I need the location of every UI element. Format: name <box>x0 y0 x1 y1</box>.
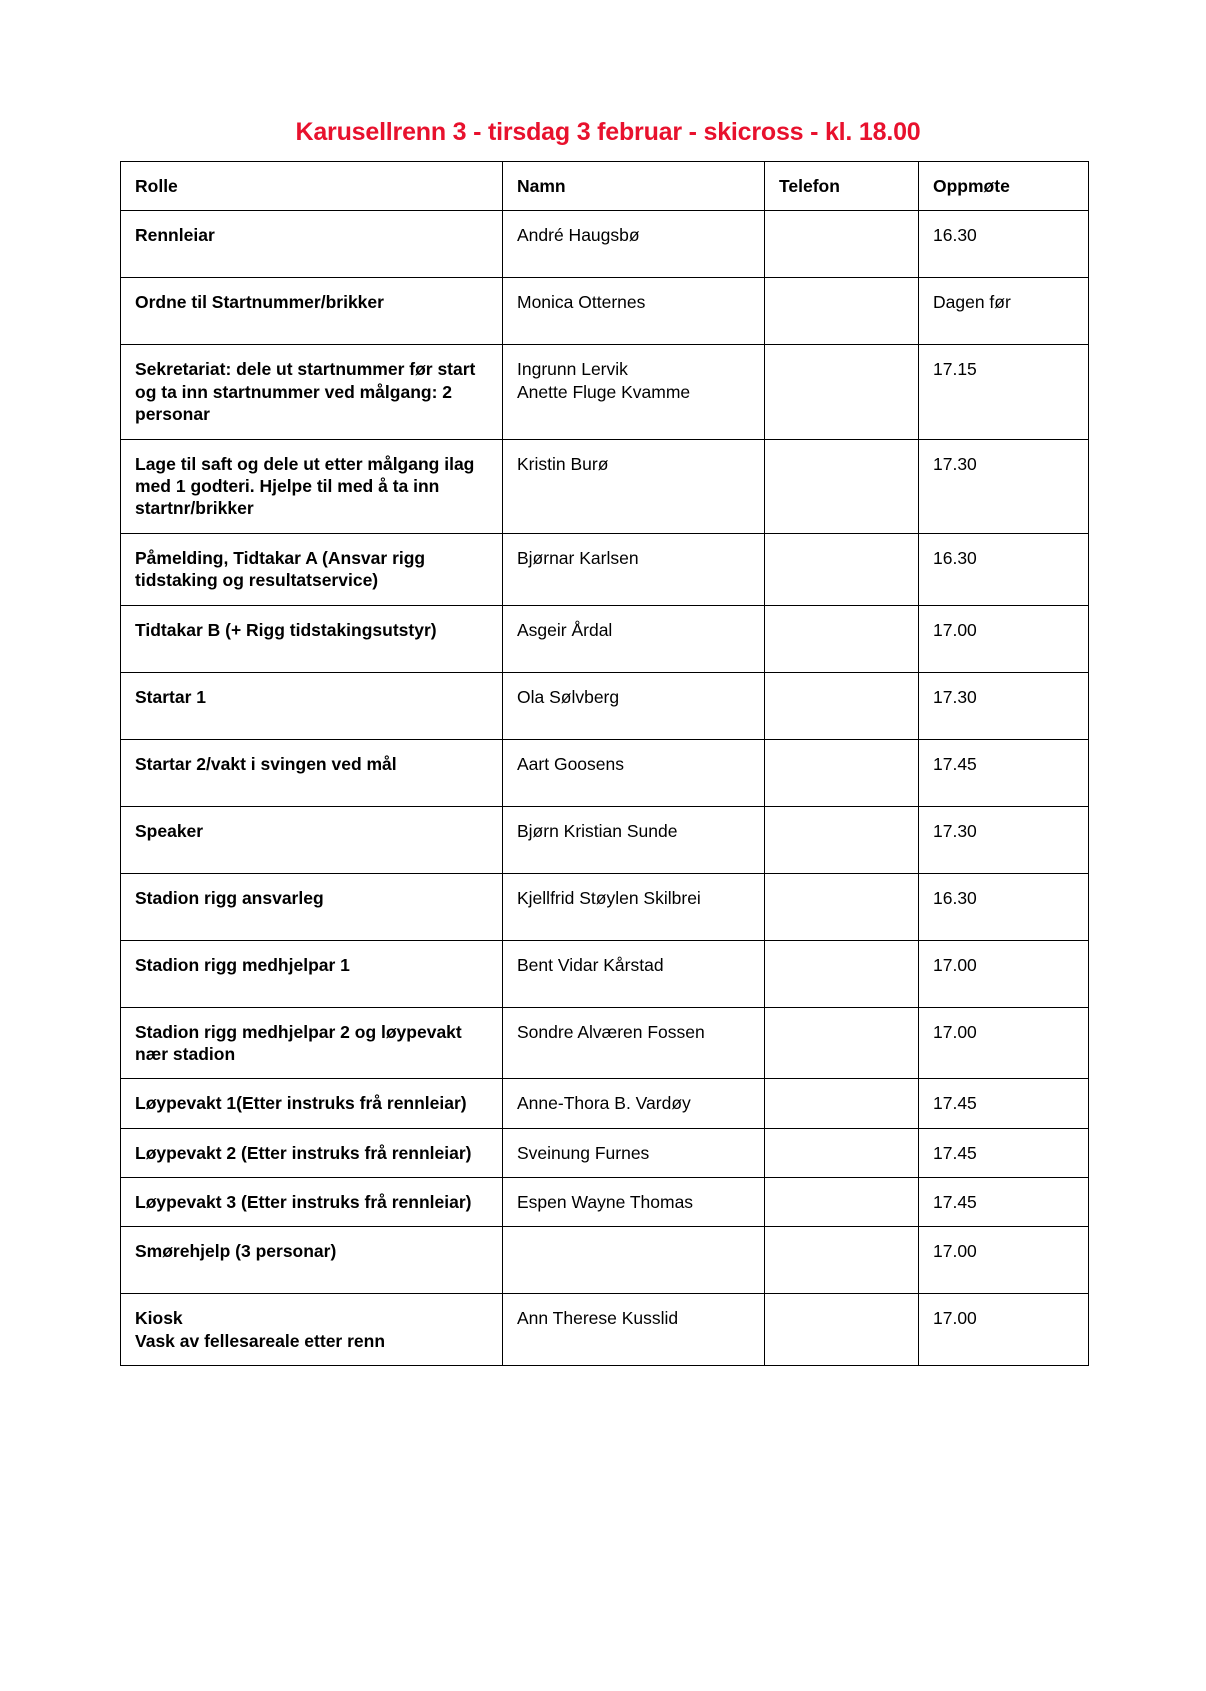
role-text: Speaker <box>135 820 204 841</box>
cell-time: 17.30 <box>919 672 1089 739</box>
cell-phone <box>765 533 919 605</box>
page-title: Karusellrenn 3 - tirsdag 3 februar - skicross - kl. 18.00 <box>295 118 921 146</box>
column-header-namn: Namn <box>503 162 765 211</box>
table-row <box>121 211 1089 278</box>
cell-time: 17.45 <box>919 739 1089 806</box>
table-row <box>121 940 1089 1007</box>
cell-role <box>121 806 503 873</box>
role-text: Stadion rigg ansvarleg <box>135 887 324 908</box>
name-text: André Haugsbø <box>517 225 640 246</box>
name-text: Ola Sølvberg <box>517 686 620 707</box>
name-text: Sveinung Furnes <box>517 1142 650 1163</box>
column-header-oppmote: Oppmøte <box>919 162 1089 211</box>
table-row <box>121 533 1089 605</box>
name-text-second: Anette Fluge Kvamme <box>517 381 691 402</box>
table-row <box>121 1128 1089 1177</box>
role-text: Påmelding, Tidtakar A (Ansvar rigg tidstaking og resultatservice) <box>135 547 426 591</box>
cell-role <box>121 278 503 345</box>
cell-role <box>121 940 503 1007</box>
cell-time: 17.45 <box>919 1178 1089 1227</box>
cell-role <box>121 1128 503 1177</box>
cell-phone <box>765 211 919 278</box>
role-text: Stadion rigg medhjelpar 1 <box>135 954 350 975</box>
cell-phone <box>765 278 919 345</box>
cell-name <box>503 1227 765 1294</box>
name-text: Ingrunn Lervik <box>517 359 628 380</box>
cell-phone <box>765 672 919 739</box>
cell-name <box>503 806 765 873</box>
cell-name <box>503 1007 765 1079</box>
column-header-telefon: Telefon <box>765 162 919 211</box>
cell-time: 17.30 <box>919 806 1089 873</box>
table-row <box>121 1007 1089 1079</box>
cell-name <box>503 605 765 672</box>
name-text: Bjørn Kristian Sunde <box>517 820 678 841</box>
table-header-row <box>121 162 1089 211</box>
cell-name <box>503 873 765 940</box>
cell-name <box>503 1294 765 1366</box>
name-text: Asgeir Årdal <box>517 619 613 640</box>
cell-role <box>121 672 503 739</box>
duty-schedule-table <box>120 161 1089 1366</box>
cell-name <box>503 211 765 278</box>
cell-time: Dagen før <box>919 278 1089 345</box>
table-row <box>121 806 1089 873</box>
table-row <box>121 439 1089 533</box>
cell-phone <box>765 940 919 1007</box>
name-text: Bjørnar Karlsen <box>517 547 639 568</box>
cell-time: 16.30 <box>919 873 1089 940</box>
cell-phone <box>765 1294 919 1366</box>
table-row <box>121 345 1089 439</box>
table-header <box>121 162 1089 211</box>
cell-name <box>503 1128 765 1177</box>
cell-role <box>121 533 503 605</box>
cell-role <box>121 345 503 439</box>
name-text: Espen Wayne Thomas <box>517 1192 694 1213</box>
cell-name <box>503 672 765 739</box>
column-header-rolle: Rolle <box>121 162 503 211</box>
table-row <box>121 278 1089 345</box>
table-row <box>121 672 1089 739</box>
cell-time: 17.00 <box>919 940 1089 1007</box>
cell-phone <box>765 1178 919 1227</box>
name-text: Sondre Alværen Fossen <box>517 1021 705 1042</box>
cell-name <box>503 940 765 1007</box>
name-text: Ann Therese Kusslid <box>517 1308 679 1329</box>
cell-role <box>121 605 503 672</box>
cell-role <box>121 211 503 278</box>
role-text: Sekretariat: dele ut startnummer før start og ta inn startnummer ved målgang: 2 personar <box>135 359 476 425</box>
name-text: Kristin Burø <box>517 453 609 474</box>
table-row <box>121 739 1089 806</box>
cell-time: 17.45 <box>919 1079 1089 1128</box>
cell-role <box>121 1294 503 1366</box>
cell-time: 17.15 <box>919 345 1089 439</box>
role-text: Løypevakt 2 (Etter instruks frå rennleiar) <box>135 1142 472 1163</box>
name-text: Anne-Thora B. Vardøy <box>517 1093 691 1114</box>
cell-phone <box>765 1079 919 1128</box>
cell-phone <box>765 806 919 873</box>
cell-role <box>121 1007 503 1079</box>
name-text: Monica Otternes <box>517 292 646 313</box>
role-text: Kiosk <box>135 1308 183 1329</box>
name-text: Bent Vidar Kårstad <box>517 954 664 975</box>
role-text: Rennleiar <box>135 225 215 246</box>
cell-role <box>121 873 503 940</box>
cell-time: 17.45 <box>919 1128 1089 1177</box>
table-row <box>121 1079 1089 1128</box>
cell-time: 17.00 <box>919 1227 1089 1294</box>
cell-phone <box>765 605 919 672</box>
role-text: Ordne til Startnummer/brikker <box>135 292 384 313</box>
name-text: Kjellfrid Støylen Skilbrei <box>517 887 701 908</box>
cell-phone <box>765 439 919 533</box>
cell-role <box>121 1178 503 1227</box>
cell-role <box>121 1079 503 1128</box>
role-text: Stadion rigg medhjelpar 2 og løypevakt nær stadion <box>135 1021 462 1064</box>
cell-time: 16.30 <box>919 533 1089 605</box>
table-row <box>121 1227 1089 1294</box>
role-text-second: Vask av fellesareale etter renn <box>135 1330 386 1351</box>
cell-phone <box>765 1128 919 1177</box>
cell-time: 17.30 <box>919 439 1089 533</box>
cell-role <box>121 739 503 806</box>
cell-name <box>503 439 765 533</box>
cell-name <box>503 1178 765 1227</box>
cell-name <box>503 345 765 439</box>
table-row <box>121 605 1089 672</box>
cell-name <box>503 739 765 806</box>
cell-phone <box>765 739 919 806</box>
cell-name <box>503 278 765 345</box>
cell-role <box>121 1227 503 1294</box>
cell-role <box>121 439 503 533</box>
table-row <box>121 1178 1089 1227</box>
role-text: Løypevakt 1(Etter instruks frå rennleiar) <box>135 1093 467 1114</box>
name-text: Aart Goosens <box>517 753 624 774</box>
table-body <box>121 211 1089 1366</box>
role-text: Startar 2/vakt i svingen ved mål <box>135 753 397 774</box>
role-text: Løypevakt 3 (Etter instruks frå rennleiar) <box>135 1192 472 1213</box>
cell-time: 17.00 <box>919 1294 1089 1366</box>
cell-phone <box>765 345 919 439</box>
cell-time: 16.30 <box>919 211 1089 278</box>
cell-phone <box>765 1007 919 1079</box>
cell-time: 17.00 <box>919 1007 1089 1079</box>
cell-name <box>503 533 765 605</box>
cell-phone <box>765 1227 919 1294</box>
role-text: Tidtakar B (+ Rigg tidstakingsutstyr) <box>135 619 437 640</box>
table-row <box>121 1294 1089 1366</box>
cell-phone <box>765 873 919 940</box>
role-text: Lage til saft og dele ut etter målgang ilag med 1 godteri. Hjelpe til med å ta inn startnr/brikker <box>135 453 475 519</box>
cell-time: 17.00 <box>919 605 1089 672</box>
role-text: Startar 1 <box>135 686 207 707</box>
role-text: Smørehjelp (3 personar) <box>135 1241 337 1262</box>
cell-name <box>503 1079 765 1128</box>
table-row <box>121 873 1089 940</box>
